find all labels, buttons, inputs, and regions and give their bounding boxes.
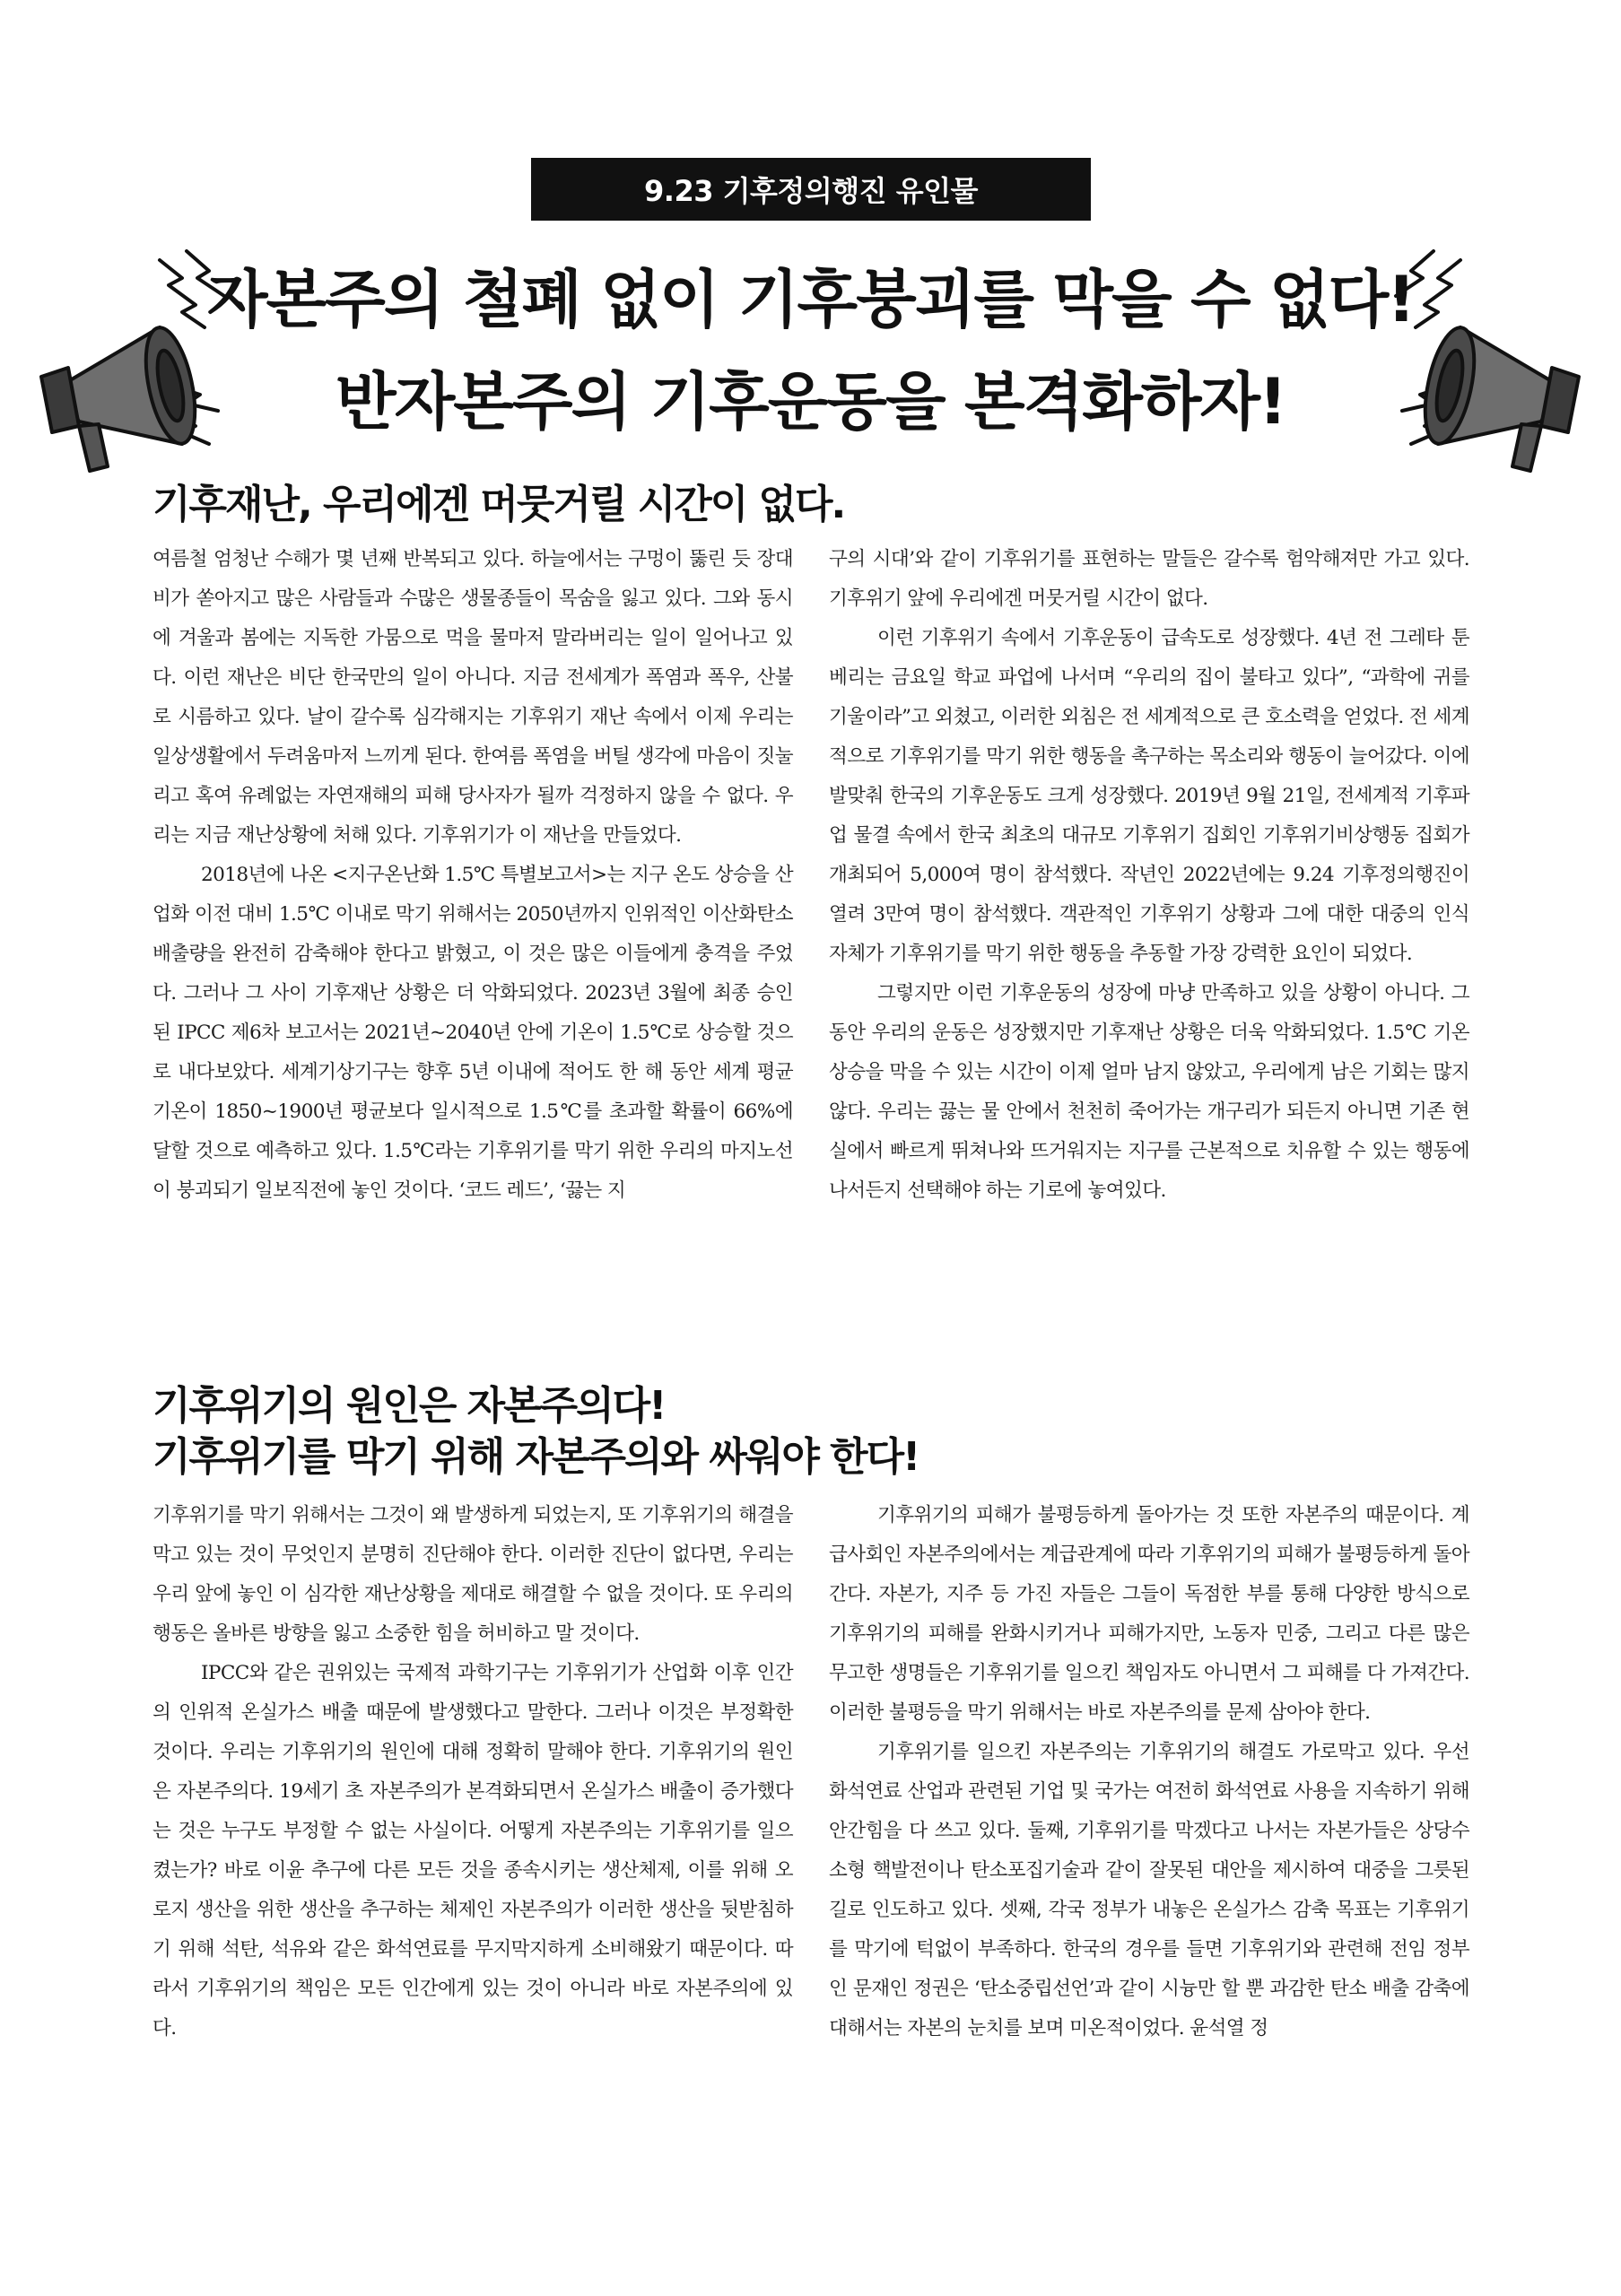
- paragraph: 그렇지만 이런 기후운동의 성장에 마냥 만족하고 있을 상황이 아니다. 그동안 우리의 운동은 성장했지만 기후재난 상황은 더욱 악화되었다. 1.5℃ 기온 상승을 막을 수 있는 시간이 이제 얼마 남지 않았고, 우리에게 남은 기회는 많지 않다. 우리는 끓는 물 안에서 천천히 죽어가는 개구리가 되든지 아니면 기존 현실에서 빠르게 뛰쳐나와 뜨거워지는 지구를 근본적으로 치유할 수 있는 행동에 나서든지 선택해야 하는 기로에 놓여있다.: [829, 982, 1469, 1202]
- section-2-title-line-1: 기후위기의 원인은 자본주의다!: [153, 1383, 666, 1429]
- paragraph: IPCC와 같은 권위있는 국제적 과학기구는 기후위기가 산업화 이후 인간의 인위적 온실가스 배출 때문에 발생했다고 말한다. 그러나 이것은 부정확한 것이다. 우리는 기후위기의 원인에 대해 정확히 말해야 한다. 기후위기의 원인은 자본주의다. 19세기 초 자본주의가 본격화되면서 온실가스 배출이 증가했다는 것은 누구도 부정할 수 없는 사실이다. 어떻게 자본주의는 기후위기를 일으켰는가? 바로 이윤 추구에 다른 모든 것을 종속시키는 생산체제, 이를 위해 오로지 생산을 위한 생산을 추구하는 체제인 자본주의가 이러한 생산을 뒷받침하기 위해 석탄, 석유와 같은 화석연료를 무지막지하게 소비해왔기 때문이다. 따라서 기후위기의 책임은 모든 인간에게 있는 것이 아니라 바로 자본주의에 있다.: [153, 1662, 793, 2039]
- section-2-left-column: [153, 1496, 793, 2048]
- section-1-left-column: [153, 540, 793, 1211]
- section-1-right-column: [829, 540, 1469, 1211]
- paragraph: 구의 시대’와 같이 기후위기를 표현하는 말들은 갈수록 험악해져만 가고 있다. 기후위기 앞에 우리에겐 머뭇거릴 시간이 없다.: [829, 548, 1469, 610]
- section-1-title: 기후재난, 우리에겐 머뭇거릴 시간이 없다.: [153, 482, 845, 527]
- paragraph: 기후위기의 피해가 불평등하게 돌아가는 것 또한 자본주의 때문이다. 계급사회인 자본주의에서는 계급관계에 따라 기후위기의 피해가 불평등하게 돌아간다. 자본가, 지주 등 가진 자들은 그들이 독점한 부를 통해 다양한 방식으로 기후위기의 피해를 완화시키거나 피해가지만, 노동자 민중, 그리고 다른 많은 무고한 생명들은 기후위기를 일으킨 책임자도 아니면서 그 피해를 다 가져간다. 이러한 불평등을 막기 위해서는 바로 자본주의를 문제 삼아야 한다.: [829, 1504, 1469, 1724]
- paragraph: 여름철 엄청난 수해가 몇 년째 반복되고 있다. 하늘에서는 구멍이 뚫린 듯 장대비가 쏟아지고 많은 사람들과 수많은 생물종들이 목숨을 잃고 있다. 그와 동시에 겨울과 봄에는 지독한 가뭄으로 먹을 물마저 말라버리는 일이 일어나고 있다. 이런 재난은 비단 한국만의 일이 아니다. 지금 전세계가 폭염과 폭우, 산불로 시름하고 있다. 날이 갈수록 심각해지는 기후위기 재난 속에서 이제 우리는 일상생활에서 두려움마저 느끼게 된다. 한여름 폭염을 버틸 생각에 마음이 짓눌리고 혹여 유례없는 자연재해의 피해 당사자가 될까 걱정하지 않을 수 없다. 우리는 지금 재난상황에 처해 있다. 기후위기가 이 재난을 만들었다.: [153, 548, 793, 847]
- headline-line-1: 자본주의 철폐 없이 기후붕괴를 막을 수 없다!: [206, 263, 1415, 336]
- paragraph: 2018년에 나온 <지구온난화 1.5℃ 특별보고서>는 지구 온도 상승을 산업화 이전 대비 1.5℃ 이내로 막기 위해서는 2050년까지 인위적인 이산화탄소 배출량을 완전히 감축해야 한다고 밝혔고, 이 것은 많은 이들에게 충격을 주었다. 그러나 그 사이 기후재난 상황은 더 악화되었다. 2023년 3월에 최종 승인된 IPCC 제6차 보고서는 2021년~2040년 안에 기온이 1.5℃로 상승할 것으로 내다보았다. 세계기상기구는 향후 5년 이내에 적어도 한 해 동안 세계 평균 기온이 1850~1900년 평균보다 일시적으로 1.5℃를 초과할 확률이 66%에 달할 것으로 예측하고 있다. 1.5℃라는 기후위기를 막기 위한 우리의 마지노선이 붕괴되기 일보직전에 놓인 것이다. ‘코드 레드’, ‘끓는 지: [153, 864, 793, 1202]
- section-2-title-line-2: 기후위기를 막기 위해 자본주의와 싸워야 한다!: [153, 1434, 919, 1480]
- paragraph: 기후위기를 일으킨 자본주의는 기후위기의 해결도 가로막고 있다. 우선 화석연료 산업과 관련된 기업 및 국가는 여전히 화석연료 사용을 지속하기 위해 안간힘을 다 쓰고 있다. 둘째, 기후위기를 막겠다고 나서는 자본가들은 상당수 소형 핵발전이나 탄소포집기술과 같이 잘못된 대안을 제시하여 대중을 그릇된 길로 인도하고 있다. 셋째, 각국 정부가 내놓은 온실가스 감축 목표는 기후위기를 막기에 턱없이 부족하다. 한국의 경우를 들면 기후위기와 관련해 전임 정부인 문재인 정권은 ‘탄소중립선언’과 같이 시늉만 할 뿐 과감한 탄소 배출 감축에 대해서는 자본의 눈치를 보며 미온적이었다. 윤석열 정: [829, 1741, 1469, 2039]
- flyer-label: 9.23 기후정의행진 유인물: [531, 158, 1091, 221]
- paragraph: 기후위기를 막기 위해서는 그것이 왜 발생하게 되었는지, 또 기후위기의 해결을 막고 있는 것이 무엇인지 분명히 진단해야 한다. 이러한 진단이 없다면, 우리는 우리 앞에 놓인 이 심각한 재난상황을 제대로 해결할 수 없을 것이다. 또 우리의 행동은 올바른 방향을 잃고 소중한 힘을 허비하고 말 것이다.: [153, 1504, 793, 1645]
- section-2-right-column: [829, 1496, 1469, 2048]
- headline-line-2: 반자본주의 기후운동을 본격화하자!: [336, 365, 1285, 439]
- paragraph: 이런 기후위기 속에서 기후운동이 급속도로 성장했다. 4년 전 그레타 툰베리는 금요일 학교 파업에 나서며 “우리의 집이 불타고 있다”, “과학에 귀를 기울이라”고 외쳤고, 이러한 외침은 전 세계적으로 큰 호소력을 얻었다. 전 세계적으로 기후위기를 막기 위한 행동을 촉구하는 목소리와 행동이 늘어갔다. 이에 발맞춰 한국의 기후운동도 크게 성장했다. 2019년 9월 21일, 전세계적 기후파업 물결 속에서 한국 최초의 대규모 기후위기 집회인 기후위기비상행동 집회가 개최되어 5,000여 명이 참석했다. 작년인 2022년에는 9.24 기후정의행진이 열려 3만여 명이 참석했다. 객관적인 기후위기 상황과 그에 대한 대중의 인식 자체가 기후위기를 막기 위한 행동을 추동할 가장 강력한 요인이 되었다.: [829, 627, 1469, 965]
